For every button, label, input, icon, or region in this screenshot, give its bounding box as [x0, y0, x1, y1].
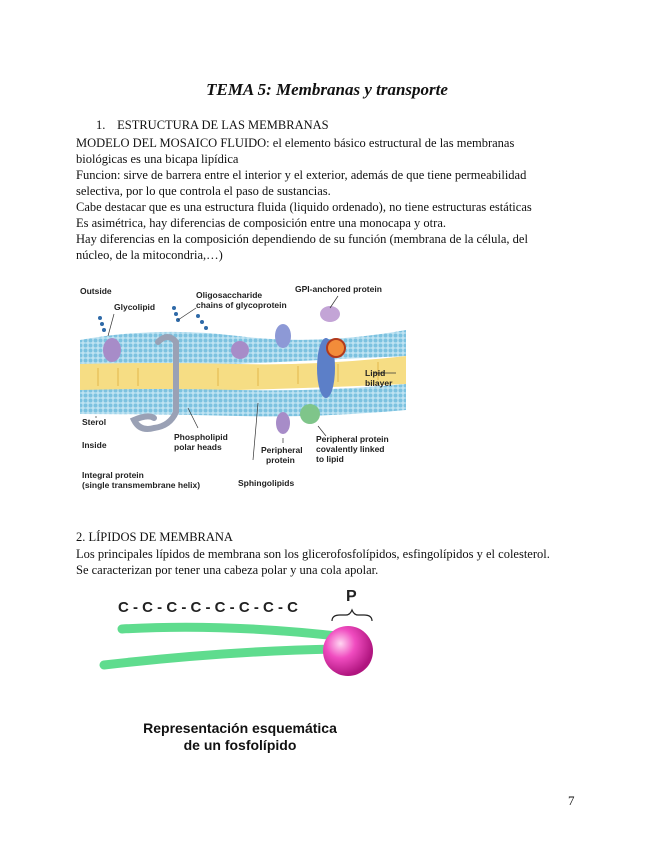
- label-outside: Outside: [80, 286, 112, 296]
- label-peripheral-covalent-3: to lipid: [316, 454, 344, 464]
- paragraph-composition-line1: Hay diferencias en la composición dependiendo de su función (membrana de la célula, del: [76, 232, 528, 246]
- paragraph-asymmetric: Es asimétrica, hay diferencias de composición entre una monocapa y otra.: [76, 216, 446, 230]
- page-number: 7: [568, 793, 575, 808]
- label-integral-1: Integral protein: [82, 470, 144, 480]
- page-title: TEMA 5: Membranas y transporte: [206, 80, 448, 99]
- label-lipid-2: bilayer: [365, 378, 393, 388]
- label-phospholipid-1: Phospholipid: [174, 432, 228, 442]
- section-1-number: 1.: [96, 118, 106, 132]
- section-2-heading: 2. LÍPIDOS DE MEMBRANA: [76, 530, 233, 544]
- figure-2-caption: [110, 720, 370, 754]
- mosaic-model-rest: el elemento básico estructural de las membranas: [269, 136, 515, 150]
- label-sterol: Sterol: [82, 417, 107, 427]
- label-lipid-1: Lipid: [365, 368, 386, 378]
- label-peripheral-2: protein: [266, 455, 295, 465]
- tail-upper: [122, 627, 346, 637]
- label-peripheral-covalent-2: covalently linked: [316, 444, 385, 454]
- label-integral-2: (single transmembrane helix): [82, 480, 201, 490]
- paragraph-composition-line2: núcleo, de la mitocondria,…): [76, 248, 223, 262]
- paragraph-function-line2: selectiva, por lo que controla el paso de sustancias.: [76, 184, 331, 198]
- paragraph-polar-head: Se caracterizan por tener una cabeza polar y una cola apolar.: [76, 563, 379, 577]
- label-oligosaccharide-1: Oligosaccharide: [196, 290, 263, 300]
- paragraph-fluid: Cabe destacar que es una estructura fluida (liquido ordenado), no tiene estructuras estáticas: [76, 200, 532, 214]
- section-1-paragraphs: [76, 135, 586, 263]
- label-oligosaccharide-2: chains of glycoprotein: [196, 300, 287, 310]
- label-sphingolipids: Sphingolipids: [238, 478, 295, 488]
- label-inside: Inside: [82, 440, 107, 450]
- section-1-heading: [96, 118, 329, 133]
- phosphate-brace: [332, 610, 372, 621]
- mosaic-model-lead: MODELO DEL MOSAICO FLUIDO:: [76, 136, 270, 150]
- peripheral-protein-covalent: [300, 404, 320, 424]
- label-gpi: GPI-anchored protein: [295, 284, 382, 294]
- phosphate-label: P: [346, 588, 357, 605]
- label-glycolipid: Glycolipid: [114, 302, 156, 312]
- paragraph-main-lipids: Los principales lípidos de membrana son los glicerofosfolípidos, esfingolípidos y el colesterol.: [76, 547, 550, 561]
- tail-lower: [104, 649, 336, 665]
- paragraph-function-line1: Funcion: sirve de barrera entre el interior y el exterior, además de que tiene permeabilidad: [76, 168, 527, 182]
- glycolipid-protein: [103, 338, 121, 362]
- membrane-protein-1: [231, 341, 249, 359]
- label-phospholipid-2: polar heads: [174, 442, 222, 452]
- peripheral-protein: [276, 412, 290, 434]
- section-1-title: ESTRUCTURA DE LAS MEMBRANAS: [117, 118, 329, 132]
- polar-head: [323, 626, 373, 676]
- gpi-anchored-protein: [320, 306, 340, 322]
- section-2-paragraphs: [76, 546, 586, 578]
- membrane-diagram: [78, 278, 408, 496]
- paragraph-mosaic-model: [76, 135, 586, 151]
- carbon-chain-label: C - C - C - C - C - C - C - C: [118, 599, 298, 616]
- caption-line-2: de un fosfolípido: [183, 737, 297, 753]
- membrane-protein-2: [275, 324, 291, 348]
- label-peripheral-1: Peripheral: [261, 445, 303, 455]
- caption-line-1: Representación esquemática: [143, 720, 337, 736]
- channel-ring: [327, 339, 345, 357]
- label-peripheral-covalent-1: Peripheral protein: [316, 434, 389, 444]
- paragraph-mosaic-model-line2: biológicas es una bicapa lipídica: [76, 152, 239, 166]
